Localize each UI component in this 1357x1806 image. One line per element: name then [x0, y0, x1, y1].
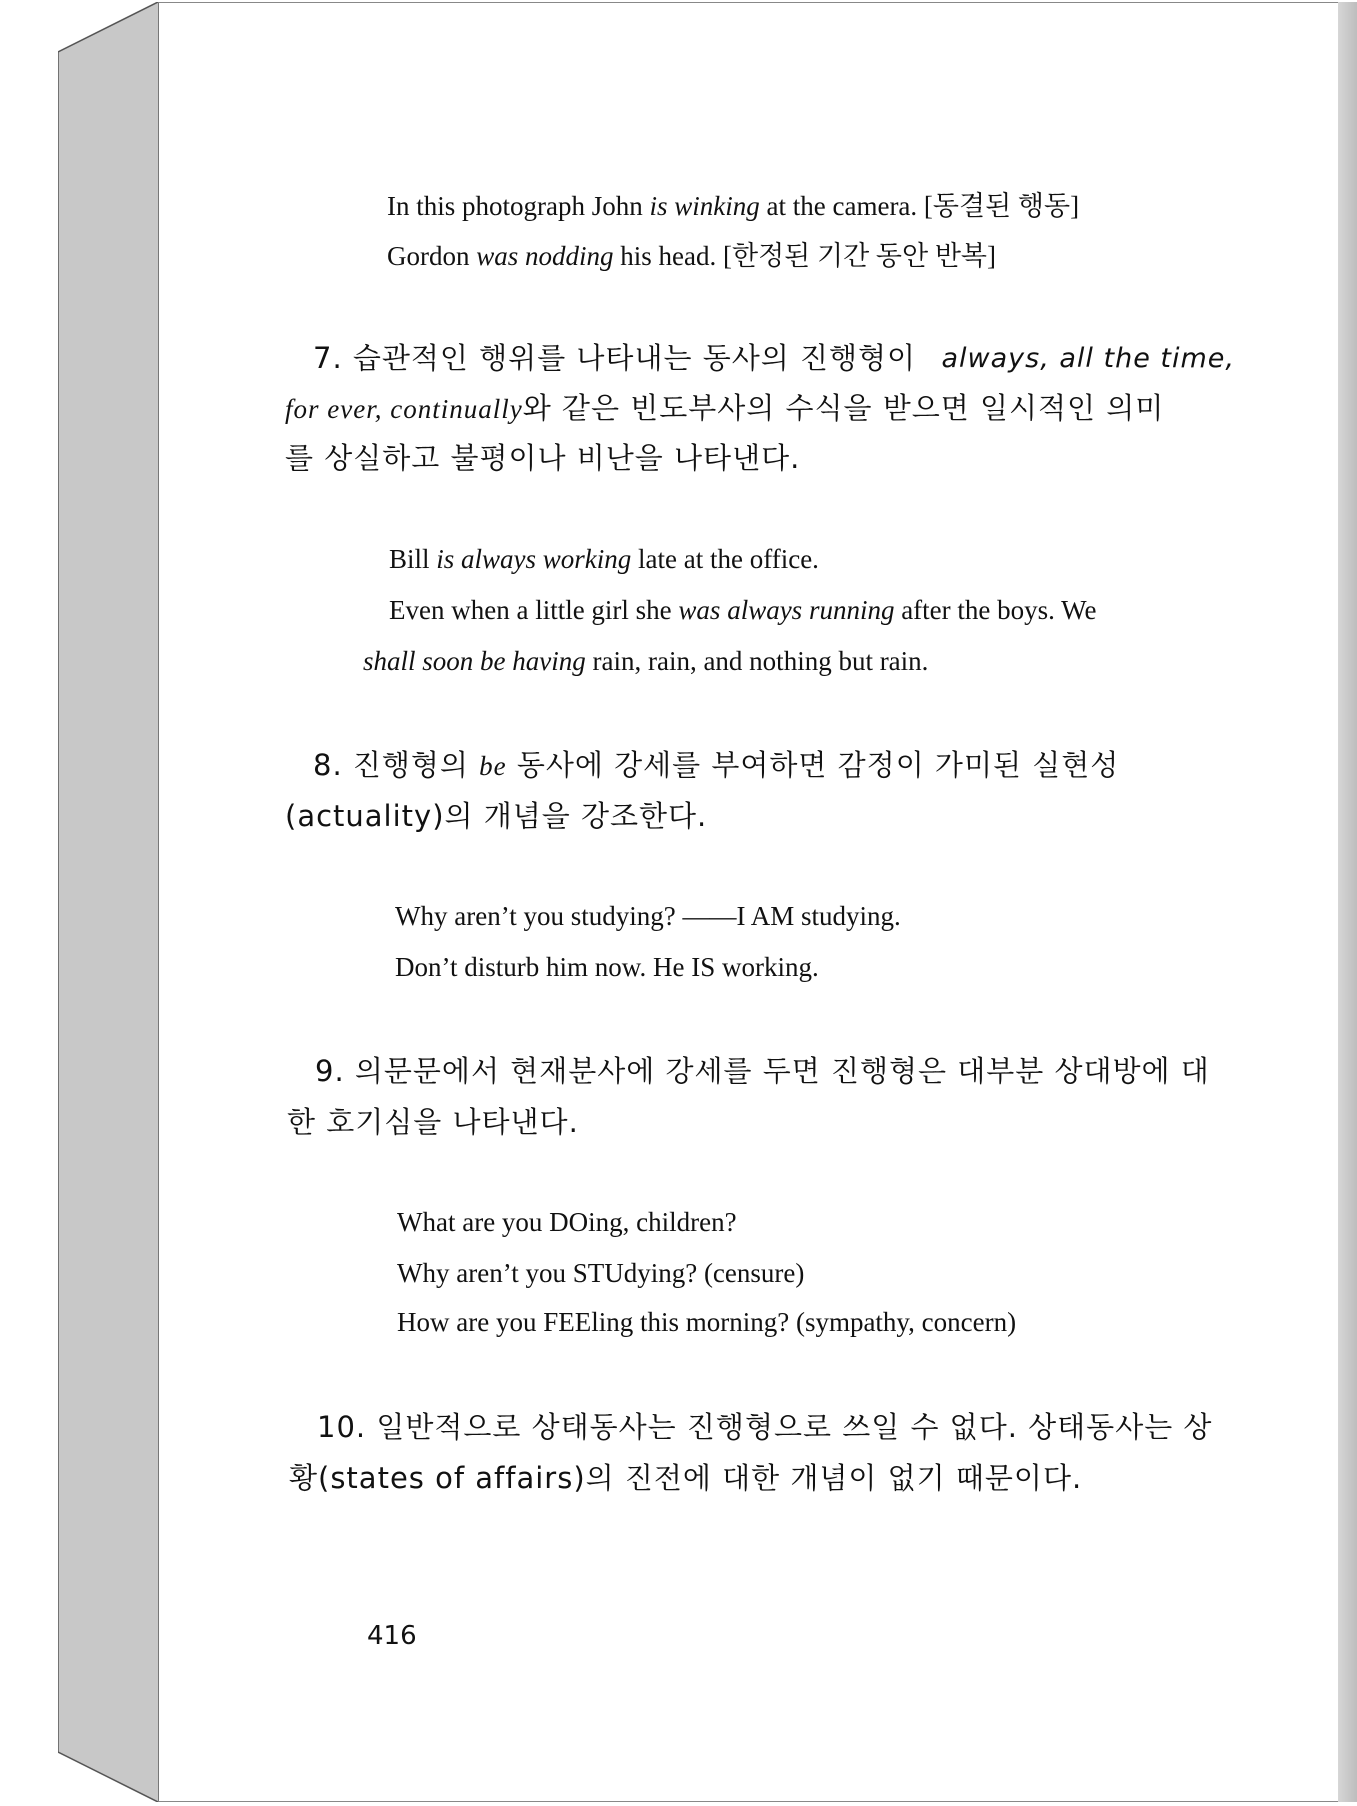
item-7-line-3: 를 상실하고 불평이나 비난을 나타낸다.: [285, 441, 801, 475]
example-line: How are you FEEling this morning? (sympathy, concern): [397, 1307, 1017, 1337]
example-line: Why aren’t you STUdying? (censure): [397, 1258, 805, 1288]
item-7-line-2: for ever, continually와 같은 빈도부사의 수식을 받으면 일시적인 의미: [285, 391, 1165, 425]
example-line: Gordon was nodding his head. [한정된 기간 동안 반복]: [387, 241, 996, 271]
example-line: shall soon be having rain, rain, and nothing but rain.: [363, 646, 929, 676]
page-number: 416: [367, 1621, 417, 1651]
item-7-line-1: 7. 습관적인 행위를 나타내는 동사의 진행형이 always, all the time,: [313, 341, 1235, 375]
item-9-line-1: 9. 의문문에서 현재분사에 강세를 두면 진행형은 대부분 상대방에 대: [315, 1054, 1210, 1088]
example-line: In this photograph John is winking at the camera. [동결된 행동]: [387, 191, 1080, 221]
example-line: Bill is always working late at the office.: [389, 544, 819, 574]
item-10-line-2: 황(states of affairs)의 진전에 대한 개념이 없기 때문이다.: [289, 1461, 1083, 1495]
example-line: What are you DOing, children?: [397, 1207, 737, 1237]
item-9-line-2: 한 호기심을 나타낸다.: [287, 1105, 579, 1139]
example-line: Why aren’t you studying? ――I AM studying.: [395, 901, 901, 931]
item-8-line-1: 8. 진행형의 be 동사에 강세를 부여하면 감정이 가미된 실현성: [313, 748, 1120, 782]
item-10-line-1: 10. 일반적으로 상태동사는 진행형으로 쓰일 수 없다. 상태동사는 상: [317, 1410, 1213, 1444]
item-8-line-2: (actuality)의 개념을 강조한다.: [285, 799, 708, 833]
example-line: Even when a little girl she was always running after the boys. We: [389, 595, 1097, 625]
example-line: Don’t disturb him now. He IS working.: [395, 952, 819, 982]
book-spine: [58, 2, 158, 1802]
book-page: [158, 2, 1338, 1802]
